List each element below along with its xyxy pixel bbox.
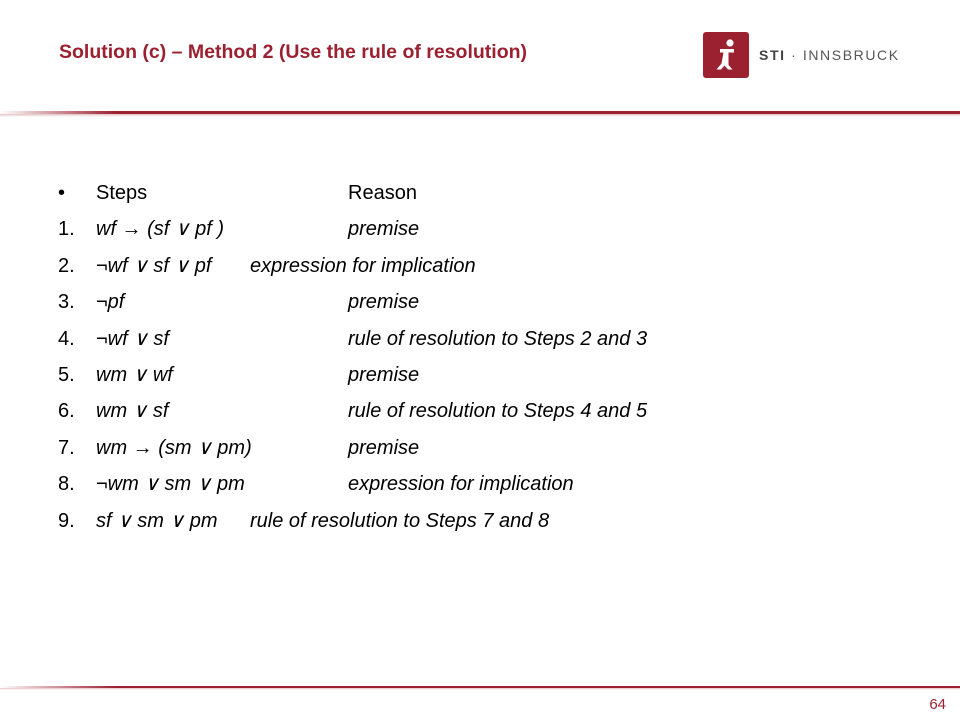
step-expression: ¬pf [96,291,125,314]
bullet-marker: • [58,182,66,204]
logo-brand: STI [759,47,786,63]
steps-column-header: Steps [96,182,148,204]
step-reason: rule of resolution to Steps 4 and 5 [348,400,648,423]
footer-divider-shadow [0,688,960,690]
step-reason: rule of resolution to Steps 7 and 8 [250,509,550,532]
step-number: 8. [58,473,75,496]
step-reason: expression for implication [348,473,574,496]
step-expression: sf ∨ sm ∨ pm [96,509,218,532]
step-expression: wm ∨ sf [96,400,169,423]
step-number: 5. [58,363,75,386]
header-divider-shadow [0,114,960,117]
logo-wordmark [759,47,900,63]
step-reason: premise [348,291,420,314]
step-number: 6. [58,400,75,423]
step-expression: ¬wf ∨ sf ∨ pf [96,254,212,277]
step-expression: ¬wm ∨ sm ∨ pm [96,473,245,496]
step-number: 4. [58,327,75,350]
step-reason: premise [348,363,420,386]
step-reason: premise [348,436,420,459]
sti-logo [703,32,900,78]
logo-separator: · [785,47,803,63]
step-reason: premise [348,218,420,241]
step-expression: wm ∨ wf [96,363,173,386]
step-number: 1. [58,218,75,241]
logo-name: INNSBRUCK [802,47,900,63]
step-number: 9. [58,509,75,532]
step-expression: ¬wf ∨ sf [96,327,169,350]
step-reason: expression for implication [250,254,476,277]
step-expression: wm → (sm ∨ pm) [96,436,252,459]
page-number: 64 [929,696,946,713]
slide-title: Solution (c) – Method 2 (Use the rule of resolution) [59,41,528,63]
step-number: 3. [58,291,75,314]
step-expression: wf → (sf ∨ pf ) [96,218,224,241]
step-number: 7. [58,436,75,459]
sti-person-icon [703,32,749,78]
step-number: 2. [58,254,75,277]
reason-column-header: Reason [348,182,417,204]
step-reason: rule of resolution to Steps 2 and 3 [348,327,648,350]
